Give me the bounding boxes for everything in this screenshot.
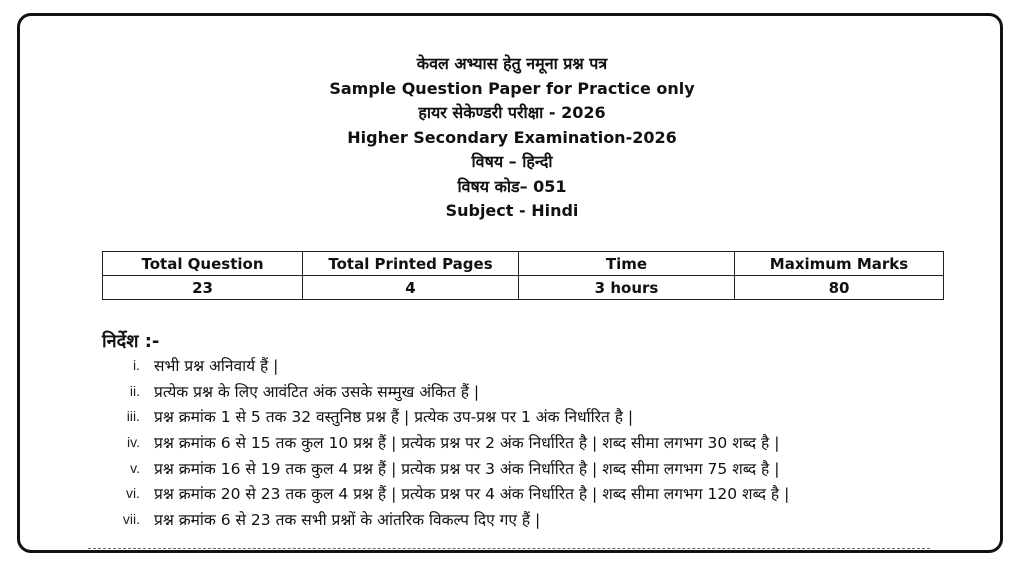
subject-hindi: विषय – हिन्दी xyxy=(471,152,553,171)
header-total-printed-pages: Total Printed Pages xyxy=(303,252,519,276)
instruction-item xyxy=(100,352,950,378)
instruction-text: प्रश्न क्रमांक 20 से 23 तक कुल 4 प्रश्न हैं | प्रत्येक प्रश्न पर 4 अंक निर्धारित है | शब्द सीमा लगभग 120 शब्द है | xyxy=(154,485,790,504)
summary-value-row xyxy=(103,276,944,300)
instruction-item xyxy=(100,429,950,455)
header-maximum-marks: Maximum Marks xyxy=(735,252,944,276)
instruction-item xyxy=(100,455,950,481)
value-total-question: 23 xyxy=(103,276,303,300)
header-time: Time xyxy=(519,252,735,276)
instruction-item xyxy=(100,378,950,404)
instruction-item xyxy=(100,506,950,532)
instruction-number: v. xyxy=(130,459,140,476)
value-time: 3 hours xyxy=(519,276,735,300)
instruction-item xyxy=(100,480,950,506)
value-maximum-marks: 80 xyxy=(735,276,944,300)
dashed-divider xyxy=(88,548,930,549)
instruction-text: प्रश्न क्रमांक 6 से 23 तक सभी प्रश्नों के आंतरिक विकल्प दिए गए हैं | xyxy=(154,510,541,529)
instruction-number: vii. xyxy=(122,510,140,527)
subject-code: विषय कोड– 051 xyxy=(457,176,567,196)
instruction-number: i. xyxy=(133,356,140,373)
instruction-text: सभी प्रश्न अनिवार्य हैं | xyxy=(154,356,279,375)
instruction-text: प्रश्न क्रमांक 6 से 15 तक कुल 10 प्रश्न हैं | प्रत्येक प्रश्न पर 2 अंक निर्धारित है | शब्द सीमा लगभग 30 शब्द है | xyxy=(154,433,780,452)
summary-table xyxy=(102,251,944,300)
summary-header-row xyxy=(103,252,944,276)
title-hindi: केवल अभ्यास हेतु नमूना प्रश्न पत्र xyxy=(416,54,608,73)
header-total-question: Total Question xyxy=(103,252,303,276)
instructions-title: निर्देश :- xyxy=(102,331,160,352)
instruction-number: vi. xyxy=(126,485,140,502)
instruction-text: प्रश्न क्रमांक 1 से 5 तक 32 वस्तुनिष्ठ प्रश्न हैं | प्रत्येक उप-प्रश्न पर 1 अंक निर्धारित है | xyxy=(154,408,634,427)
exam-hindi: हायर सेकेण्डरी परीक्षा - 2026 xyxy=(418,103,606,122)
instructions-list xyxy=(100,352,950,532)
instruction-text: प्रश्न क्रमांक 16 से 19 तक कुल 4 प्रश्न हैं | प्रत्येक प्रश्न पर 3 अंक निर्धारित है | शब्द सीमा लगभग 75 शब्द है | xyxy=(154,459,780,478)
instruction-text: प्रत्येक प्रश्न के लिए आवंटित अंक उसके सम्मुख अंकित हैं | xyxy=(154,382,480,401)
instruction-item xyxy=(100,403,950,429)
value-total-printed-pages: 4 xyxy=(303,276,519,300)
exam-english: Higher Secondary Examination-2026 xyxy=(347,127,677,147)
paper-header xyxy=(0,52,1024,224)
instruction-number: iv. xyxy=(127,433,140,450)
instruction-number: ii. xyxy=(129,382,140,399)
title-english: Sample Question Paper for Practice only xyxy=(329,78,695,98)
subject-english: Subject - Hindi xyxy=(445,201,579,220)
instruction-number: iii. xyxy=(126,408,140,425)
